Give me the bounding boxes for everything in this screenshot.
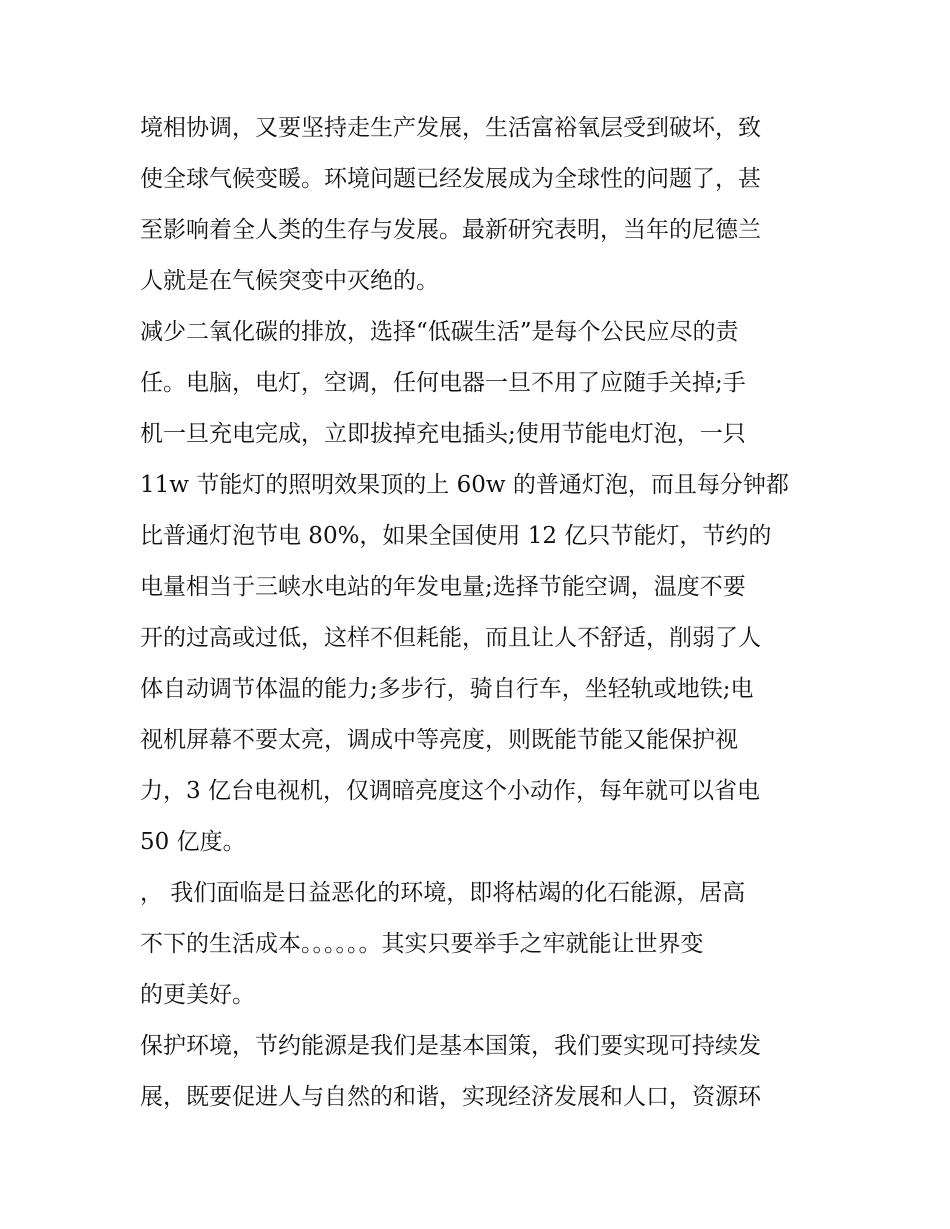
text-line: ， 我们面临是日益恶化的环境，即将枯竭的化石能源，居高 <box>140 880 746 906</box>
text-line: 力，3 亿台电视机，仅调暗亮度这个小动作，每年就可以省电 <box>140 778 760 804</box>
text-line: 50 亿度。 <box>140 829 246 855</box>
text-line: 人就是在气候突变中灭绝的。 <box>140 268 439 294</box>
text-line: 任。电脑，电灯，空调，任何电器一旦不用了应随手关掉;手 <box>140 370 746 396</box>
text-line: 开的过高或过低，这样不但耗能，而且让人不舒适，削弱了人 <box>140 625 761 651</box>
text-line: 境相协调，又要坚持走生产发展，生活富裕氧层受到破坏，致 <box>140 115 761 141</box>
text-line: 比普通灯泡节电 80%，如果全国使用 12 亿只节能灯，节约的 <box>140 523 772 549</box>
text-line: 使全球气候变暖。环境问题已经发展成为全球性的问题了，甚 <box>140 166 761 192</box>
text-line: 电量相当于三峡水电站的年发电量;选择节能空调，温度不要 <box>140 574 746 600</box>
text-line: 11w 节能灯的照明效果顶的上 60w 的普通灯泡，而且每分钟都 <box>140 472 789 498</box>
text-line: 减少二氧化碳的排放，选择“低碳生活”是每个公民应尽的责 <box>140 319 739 345</box>
text-line: 的更美好。 <box>140 982 255 1008</box>
text-line: 至影响着全人类的生存与发展。最新研究表明，当年的尼德兰 <box>140 217 761 243</box>
text-line: 视机屏幕不要太亮，调成中等亮度，则既能节能又能保护视 <box>140 727 738 753</box>
text-line: 机一旦充电完成，立即拔掉充电插头;使用节能电灯泡，一只 <box>140 421 746 447</box>
text-line: 不下的生活成本。。。。。。其实只要举手之牢就能让世界变 <box>140 931 704 957</box>
body-text <box>140 103 820 1123</box>
text-line: 保护环境，节约能源是我们是基本国策，我们要实现可持续发 <box>140 1033 761 1059</box>
text-line: 体自动调节体温的能力;多步行，骑自行车，坐轻轨或地铁;电 <box>140 676 754 702</box>
text-line: 展，既要促进人与自然的和谐，实现经济发展和人口，资源环 <box>140 1084 761 1110</box>
